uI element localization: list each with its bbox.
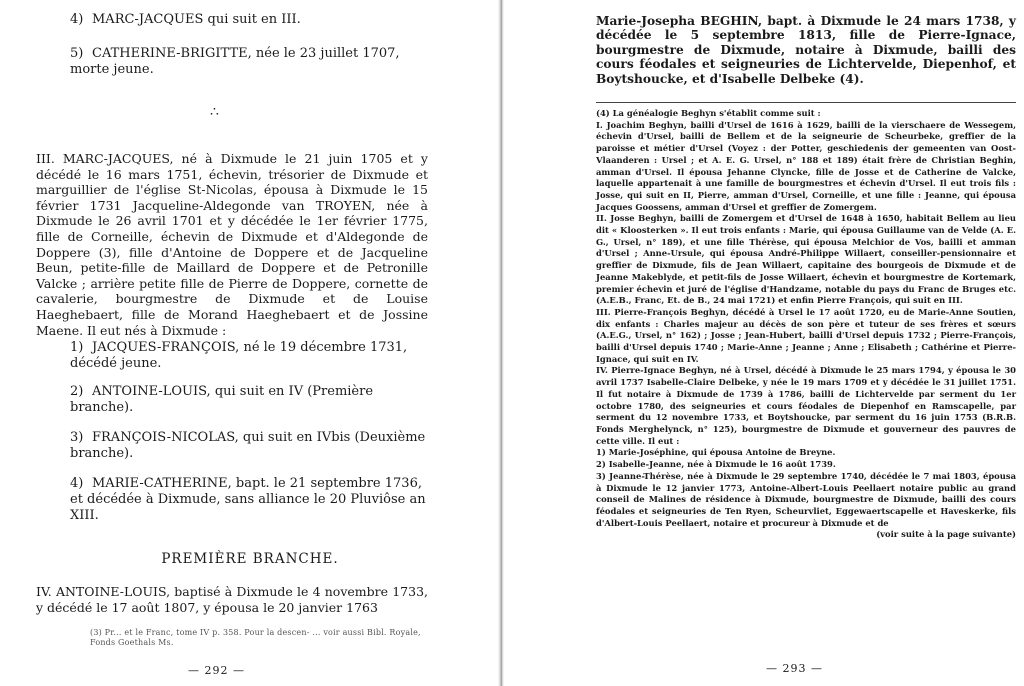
child-item: 4) MARC-JACQUES qui suit en III.	[70, 12, 301, 27]
branch-heading: PREMIÈRE BRANCHE.	[161, 551, 339, 567]
child-item: 2) ANTOINE-LOUIS, qui suit en IV (Première branche).	[70, 384, 374, 415]
note-line: (voir suite à la page suivante)	[876, 529, 1016, 540]
note-line: II. Josse Beghyn, bailli de Zomergem et d'Ursel de 1648 à 1650, habitait Bellem au lieu dit « Kloosterken ». Il eut trois enfants : Marie, qui épousa Guillaume van de Velde (A. E. G., Ursel, n° 189), et une fille Thérèse, qui épousa Melchior de Vos, bailli et amman d'Ursel ; Anne-Ursule, qui épousa André-Philippe Willaert, conseiller-pensionnaire et greffier de Dixmude, fils de Jean Willaert, capitaine des bourgeois de Dixmude et de Jeanne Makeblyde, et petit-fils de Josse Willaert, échevin et bourgmestre de Kortemark, premier échevin et juré de l'église d'Handzame, notable du pays du Franc de Bruges etc. (A.E.B., Franc, Et. de B., 24 mai 1721) et enfin Pierre François, qui suit en III.	[596, 213, 1016, 306]
intro-paragraph: Marie-Josepha BEGHIN, bapt. à Dixmude le 24 mars 1738, y décédée le 5 septembre 1813, fille de Pierre-Ignace, bourgmestre de Dixmude, notaire à Dixmude, bailli des cours féodales et seigneuries de Lichtervelde, Diepenhof, et Boytshoucke, et d'Isabelle Delbeke (4).	[596, 14, 1016, 86]
section-iv-paragraph: IV. ANTOINE-LOUIS, baptisé à Dixmude le 4 novembre 1733, y décédé le 17 août 1807, y épousa le 20 janvier 1763	[36, 584, 428, 615]
note-line: 2) Isabelle-Jeanne, née à Dixmude le 16 août 1739.	[596, 459, 836, 470]
child-item: 4) MARIE-CATHERINE, bapt. le 21 septembre 1736, et décédée à Dixmude, sans alliance le 20 Pluviôse an XIII.	[70, 476, 426, 523]
note-line: 3) Jeanne-Thérèse, née à Dixmude le 29 septembre 1740, décédée le 7 mai 1803, épousa à Dixmude le 12 janvier 1773, Antoine-Albert-Louis Peellaert notaire public au grand conseil de Malines de résidence à Dixmude, bourgmestre de Dixmude, bailli des cours féodales et seigneuries de Ten Ryen, Scheurvliet, Eggewaertscapelle et Haveskerke, fils d'Albert-Louis Peellaert, notaire et procureur à Dixmude et de	[596, 470, 1016, 528]
child-item: 3) FRANÇOIS-NICOLAS, qui suit en IVbis (Deuxième branche).	[70, 430, 426, 461]
footnote-rule	[596, 102, 1016, 103]
page-number: — 293 —	[766, 662, 823, 675]
left-page	[0, 0, 492, 686]
child-item: 1) JACQUES-FRANÇOIS, né le 19 décembre 1731, décédé jeune.	[70, 340, 408, 371]
section-iii-paragraph: III. MARC-JACQUES, né à Dixmude le 21 juin 1705 et y décédé le 16 mars 1751, échevin, trésorier de Dixmude et marguillier de l'église St-Nicolas, épousa à Dixmude le 15 février 1731 Jacqueline-Aldegonde van TROYEN, née à Dixmude le 26 avril 1701 et y décédée le 1er février 1775, fille de Corneille, échevin de Dixmude et d'Aldegonde de Doppere (3), fille d'Antoine de Doppere et de Jacqueline Beun, petite-fille de Maillard de Doppere et de Petronille Valcke ; arrière petite fille de Pierre de Doppere, cornette de cavalerie, bourgmestre de Dixmude et de Louise Haeghebaert, fille de Morand Haeghebaert et de Jossine Maene. Il eut nés à Dixmude :	[36, 151, 428, 338]
note-line: III. Pierre-François Beghyn, décédé à Ursel le 17 août 1720, eu de Marie-Anne Soutien, dix enfants : Charles majeur au décès de son père et tuteur de ses frères et sœurs (A.E.G., Ursel, n° 162) ; Josse ; Jean-Hubert, bailli d'Ursel depuis 1732 ; Pierre-François, bailli d'Ursel depuis 1740 ; Marie-Anne ; Jeanne ; Anne ; Elisabeth ; Cathérine et Pierre-Ignace, qui suit en IV.	[596, 306, 1016, 364]
right-page	[508, 0, 1024, 686]
footnote: (3) Pr... et le Franc, tome IV p. 358. Pour la descen- ... voir aussi Bibl. Royale, Fonds Goethals Ms.	[90, 628, 421, 647]
child-item: 5) CATHERINE-BRIGITTE, née le 23 juillet 1707, morte jeune.	[70, 46, 400, 77]
note-line: I. Joachim Beghyn, bailli d'Ursel de 1616 à 1629, bailli de la vierschaere de Wessegem, échevin d'Ursel, bailli de Bellem et de la seigneurie de Scheurbeke, greffier de la paroisse et métier d'Ursel (Voyez : der Potter, geschiedenis der gemeenten van Oost-Vlaanderen : Ursel ; et A. E. G. Ursel, n° 188 et 189) était frère de Christian Beghin, amman d'Ursel. Il épousa Jehanne Clyncke, fille de Josse et de Catherine de Valcke, laquelle appartenait à une famille de bourgmestres et échevin d'Ursel. Il eut trois fils : Josse, qui suit en II, Pierre, amman d'Ursel, Corneille, et une fille : Jeanne, qui épousa Jacques Goossens, amman d'Ursel et greffier de Zomergem.	[596, 119, 1016, 212]
note-line: 1) Marie-Joséphine, qui épousa Antoine de Breyne.	[596, 447, 836, 458]
section-marker: ∴	[210, 104, 219, 120]
page-number: — 292 —	[188, 664, 245, 677]
note-line: IV. Pierre-Ignace Beghyn, né à Ursel, décédé à Dixmude le 25 mars 1794, y épousa le 30 avril 1737 Isabelle-Claire Delbeke, y née le 19 mars 1709 et y décédée le 31 juillet 1751. Il fut notaire à Dixmude de 1739 à 1786, bailli de Lichtervelde par serment du 1er octobre 1780, des seigneuries et cours féodales de Diepenhof en Ramscapelle, par serment du 12 novembre 1733, et Boytshoucke, par serment du 16 juin 1753 (B.R.B. Fonds Merghelynck, n° 125), bourgmestre de Dixmude et gouverneur des pauvres de cette ville. Il eut :	[596, 365, 1016, 446]
genealogy-footnote	[596, 108, 1016, 541]
book-gutter	[498, 0, 504, 686]
note-line: (4) La généalogie Beghyn s'établit comme suit :	[596, 108, 821, 118]
